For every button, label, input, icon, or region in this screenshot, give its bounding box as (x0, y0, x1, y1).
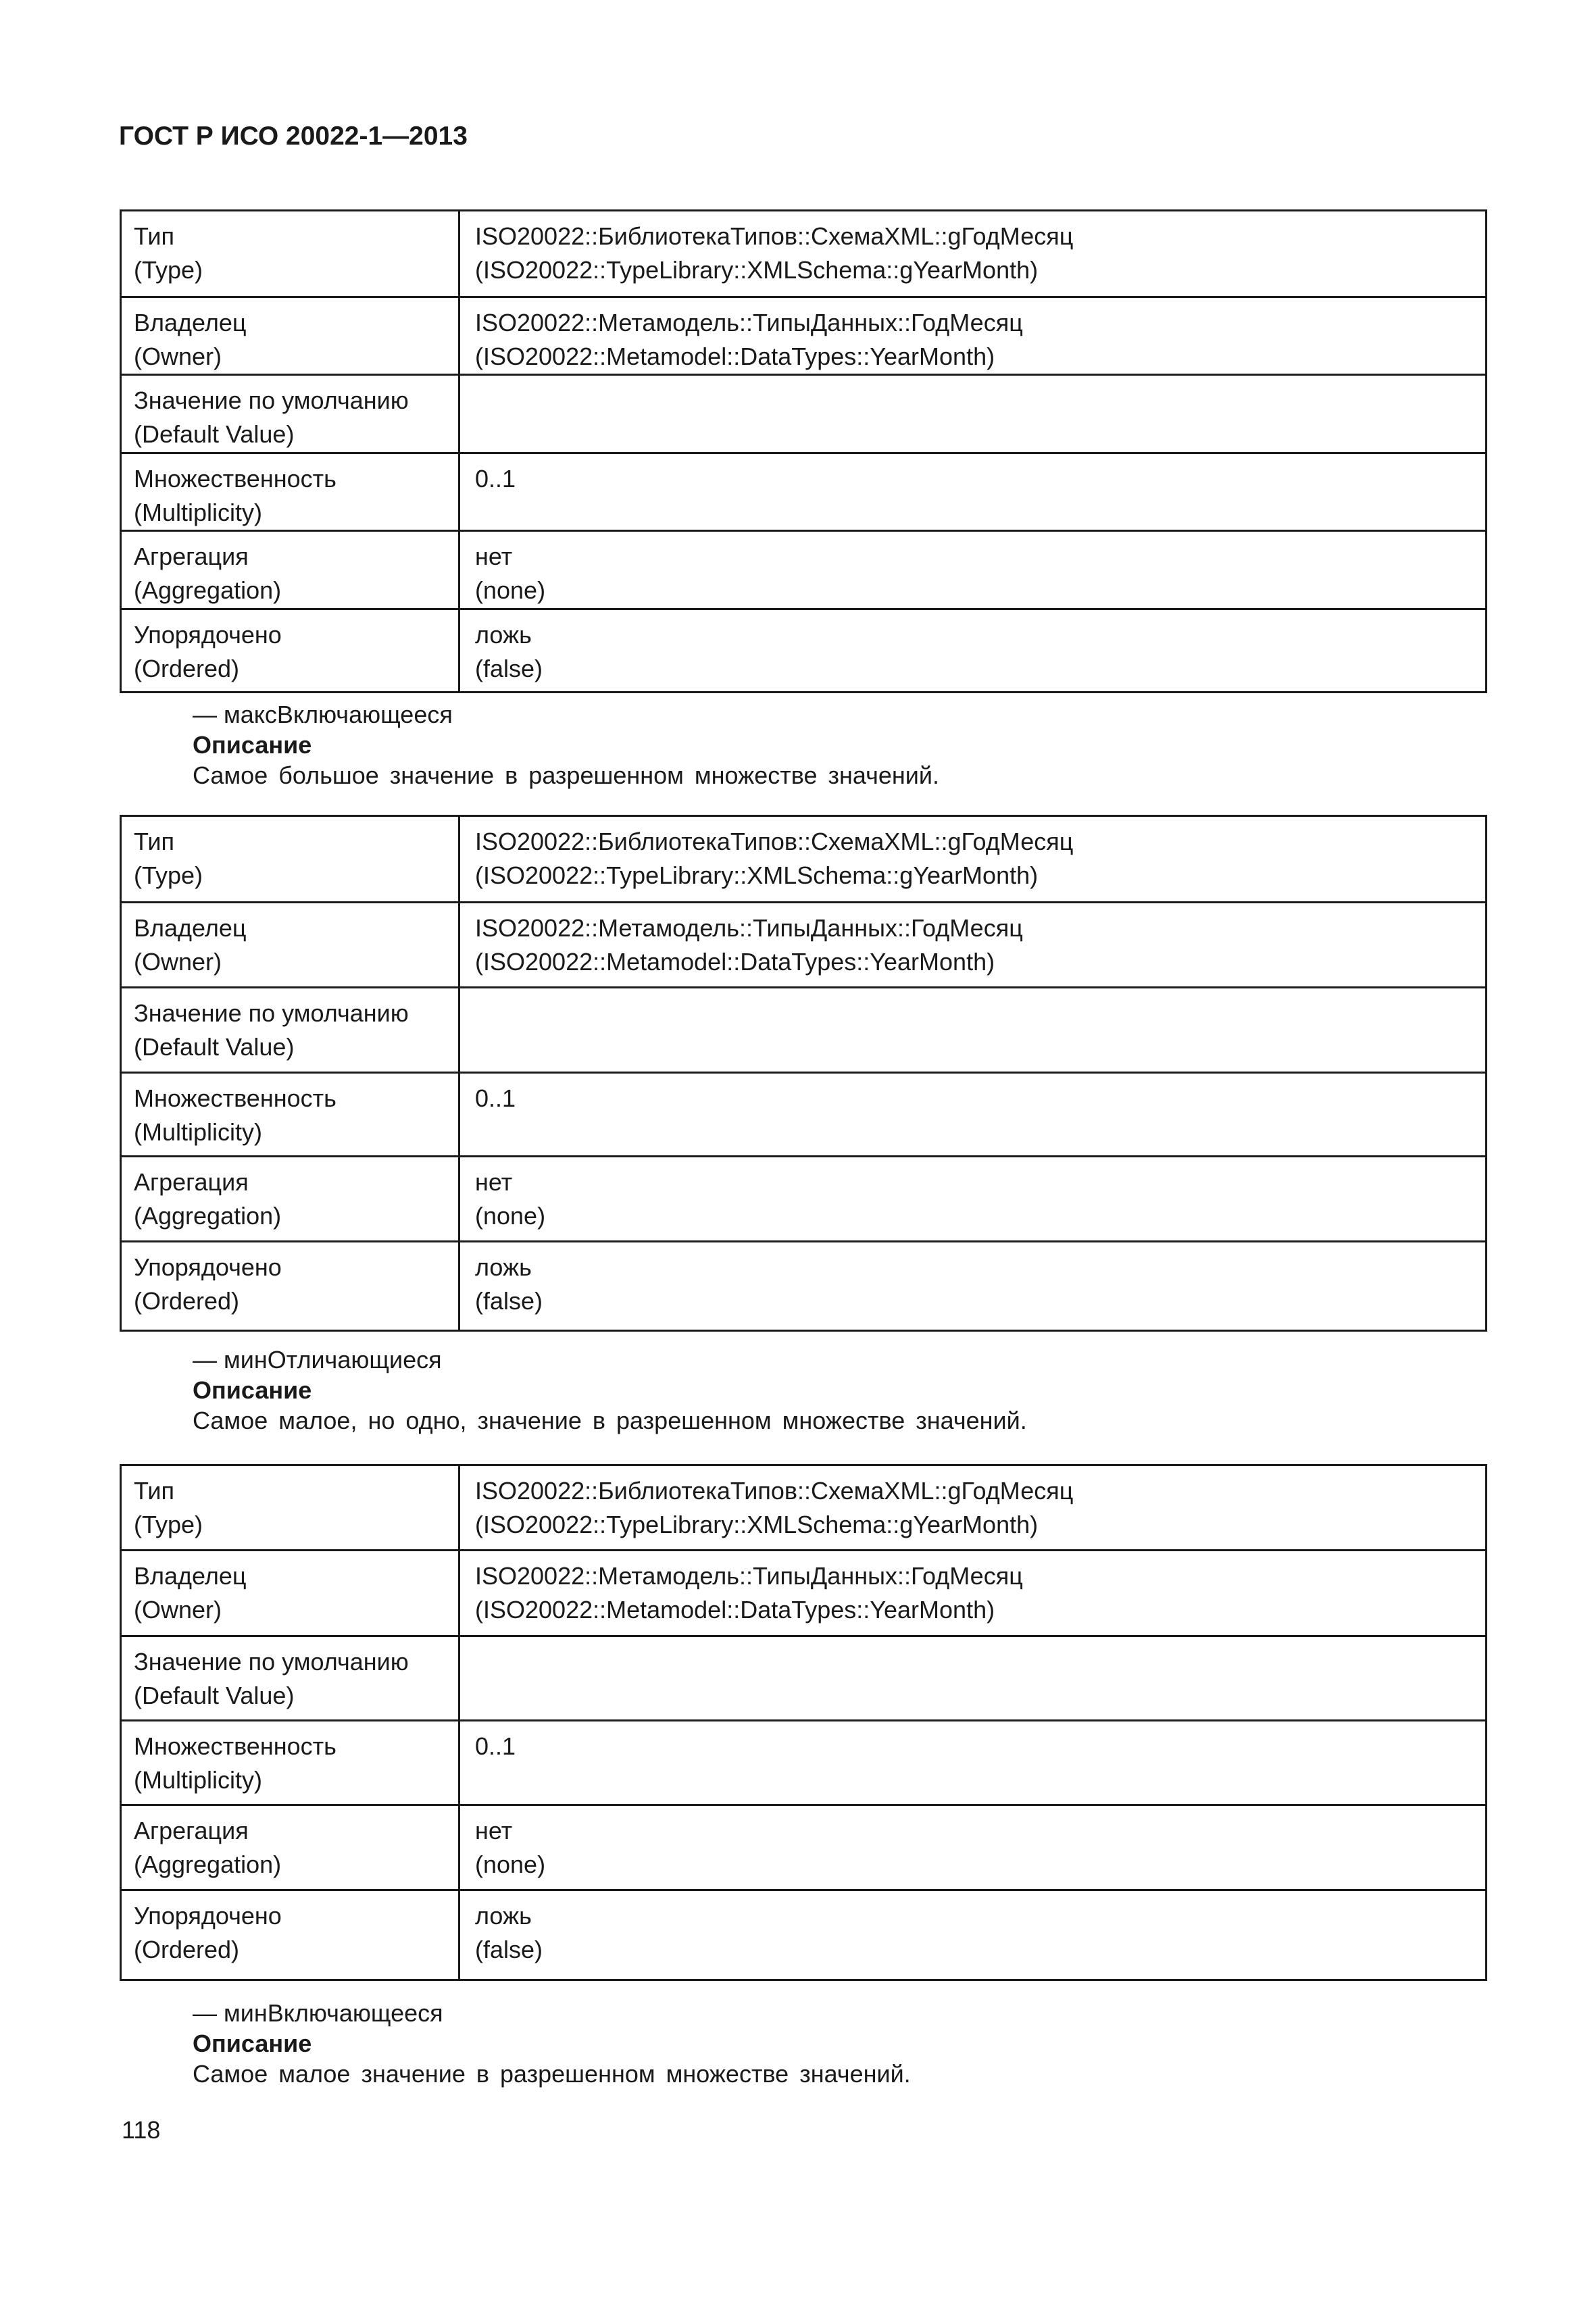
label-cell (121, 816, 459, 903)
label-ru: Значение по умолчанию (134, 1648, 409, 1676)
value-ru: ложь (475, 1253, 532, 1281)
label-ru: Агрегация (134, 543, 249, 570)
value-en: (false) (475, 655, 543, 682)
properties-table (120, 1464, 1487, 1981)
value-cell (459, 816, 1487, 903)
value-en: (ISO20022::TypeLibrary::XMLSchema::gYearMonth) (475, 1511, 1039, 1538)
value-ru: ISO20022::БиблиотекаТипов::СхемаXML::gГодМесяц (475, 222, 1074, 250)
label-en: (Aggregation) (134, 576, 282, 604)
label-ru: Упорядочено (134, 1902, 282, 1930)
label-cell (121, 1721, 459, 1805)
value-cell (459, 1073, 1487, 1157)
label-en: (Multiplicity) (134, 1766, 263, 1794)
value-cell (459, 1890, 1487, 1980)
term-name: — максВключающееся (193, 701, 453, 728)
description-text: Самое большое значение в разрешенном множестве значений. (193, 761, 939, 789)
label-ru: Владелец (134, 1562, 247, 1590)
value-cell (459, 1465, 1487, 1551)
value-cell (459, 1805, 1487, 1890)
value-ru: 0..1 (475, 1732, 516, 1760)
value-ru: ISO20022::Метамодель::ТипыДанных::ГодМесяц (475, 914, 1023, 942)
value-cell (459, 903, 1487, 988)
label-ru: Упорядочено (134, 621, 282, 649)
value-ru: ложь (475, 621, 532, 649)
properties-table (120, 209, 1487, 693)
value-cell (459, 297, 1487, 375)
value-en: (false) (475, 1287, 543, 1315)
value-en: (ISO20022::TypeLibrary::XMLSchema::gYearMonth) (475, 861, 1039, 889)
label-ru: Тип (134, 222, 175, 250)
value-cell (459, 988, 1487, 1073)
table-row (121, 1465, 1487, 1551)
label-cell (121, 1636, 459, 1721)
label-ru: Владелец (134, 914, 247, 942)
value-cell (459, 1721, 1487, 1805)
value-cell (459, 453, 1487, 531)
value-cell (459, 1157, 1487, 1242)
value-ru: ISO20022::Метамодель::ТипыДанных::ГодМесяц (475, 1562, 1023, 1590)
value-cell (459, 1242, 1487, 1331)
table-row (121, 903, 1487, 988)
table-row (121, 297, 1487, 375)
label-cell (121, 1157, 459, 1242)
description-block (193, 699, 939, 790)
value-ru: нет (475, 543, 513, 570)
table-row (121, 1157, 1487, 1242)
table-row (121, 453, 1487, 531)
label-en: (Default Value) (134, 1682, 295, 1709)
value-ru: 0..1 (475, 1084, 516, 1112)
properties-table (120, 815, 1487, 1332)
label-en: (Owner) (134, 1596, 222, 1624)
label-en: (Owner) (134, 948, 222, 976)
table-row (121, 375, 1487, 453)
document-header: ГОСТ Р ИСО 20022-1—2013 (119, 122, 468, 151)
label-en: (Aggregation) (134, 1202, 282, 1230)
label-cell (121, 453, 459, 531)
value-en: (ISO20022::Metamodel::DataTypes::YearMonth) (475, 1596, 995, 1624)
label-cell (121, 903, 459, 988)
label-cell (121, 609, 459, 693)
label-cell (121, 211, 459, 297)
label-cell (121, 1551, 459, 1636)
value-cell (459, 609, 1487, 693)
label-ru: Тип (134, 1477, 175, 1505)
value-cell (459, 1636, 1487, 1721)
label-en: (Ordered) (134, 1287, 240, 1315)
table-row (121, 609, 1487, 693)
value-ru: ISO20022::БиблиотекаТипов::СхемаXML::gГодМесяц (475, 1477, 1074, 1505)
value-en: (none) (475, 576, 546, 604)
table-row (121, 1242, 1487, 1331)
label-ru: Агрегация (134, 1817, 249, 1844)
label-ru: Упорядочено (134, 1253, 282, 1281)
table-row (121, 1890, 1487, 1980)
value-cell (459, 531, 1487, 609)
description-text: Самое малое значение в разрешенном множестве значений. (193, 2060, 911, 2088)
value-ru: нет (475, 1817, 513, 1844)
label-en: (Type) (134, 861, 203, 889)
label-en: (Multiplicity) (134, 1118, 263, 1146)
table-row (121, 1636, 1487, 1721)
label-ru: Тип (134, 828, 175, 855)
description-text: Самое малое, но одно, значение в разрешенном множестве значений. (193, 1407, 1027, 1434)
value-ru: ISO20022::БиблиотекаТипов::СхемаXML::gГодМесяц (475, 828, 1074, 855)
term-name: — минВключающееся (193, 1999, 443, 2027)
label-en: (Owner) (134, 343, 222, 370)
value-cell (459, 211, 1487, 297)
label-cell (121, 531, 459, 609)
label-en: (Ordered) (134, 1936, 240, 1963)
table-row (121, 211, 1487, 297)
label-ru: Владелец (134, 309, 247, 336)
label-ru: Значение по умолчанию (134, 386, 409, 414)
table-row (121, 1721, 1487, 1805)
label-ru: Значение по умолчанию (134, 999, 409, 1027)
table-row (121, 816, 1487, 903)
value-cell (459, 375, 1487, 453)
label-ru: Агрегация (134, 1168, 249, 1196)
label-cell (121, 1242, 459, 1331)
value-en: (ISO20022::Metamodel::DataTypes::YearMonth) (475, 343, 995, 370)
label-cell (121, 1073, 459, 1157)
description-heading: Описание (193, 2030, 312, 2057)
description-heading: Описание (193, 1376, 312, 1404)
label-cell (121, 1890, 459, 1980)
value-en: (none) (475, 1851, 546, 1878)
label-en: (Aggregation) (134, 1851, 282, 1878)
value-en: (false) (475, 1936, 543, 1963)
label-en: (Multiplicity) (134, 499, 263, 526)
value-ru: 0..1 (475, 465, 516, 493)
label-cell (121, 375, 459, 453)
label-en: (Ordered) (134, 655, 240, 682)
description-heading: Описание (193, 731, 312, 759)
value-cell (459, 1551, 1487, 1636)
label-ru: Множественность (134, 1084, 336, 1112)
label-cell (121, 1465, 459, 1551)
label-ru: Множественность (134, 1732, 336, 1760)
label-cell (121, 297, 459, 375)
table-row (121, 531, 1487, 609)
value-ru: ISO20022::Метамодель::ТипыДанных::ГодМесяц (475, 309, 1023, 336)
description-block (193, 1344, 1027, 1436)
value-ru: ложь (475, 1902, 532, 1930)
table-row (121, 1073, 1487, 1157)
label-en: (Default Value) (134, 1033, 295, 1061)
table-row (121, 1551, 1487, 1636)
value-en: (none) (475, 1202, 546, 1230)
label-en: (Default Value) (134, 420, 295, 448)
label-cell (121, 1805, 459, 1890)
value-ru: нет (475, 1168, 513, 1196)
table-row (121, 988, 1487, 1073)
page-number: 118 (122, 2116, 161, 2144)
value-en: (ISO20022::Metamodel::DataTypes::YearMonth) (475, 948, 995, 976)
term-name: — минОтличающиеся (193, 1346, 442, 1374)
label-en: (Type) (134, 256, 203, 284)
table-row (121, 1805, 1487, 1890)
description-block (193, 1998, 911, 2089)
label-en: (Type) (134, 1511, 203, 1538)
label-cell (121, 988, 459, 1073)
label-ru: Множественность (134, 465, 336, 493)
value-en: (ISO20022::TypeLibrary::XMLSchema::gYearMonth) (475, 256, 1039, 284)
